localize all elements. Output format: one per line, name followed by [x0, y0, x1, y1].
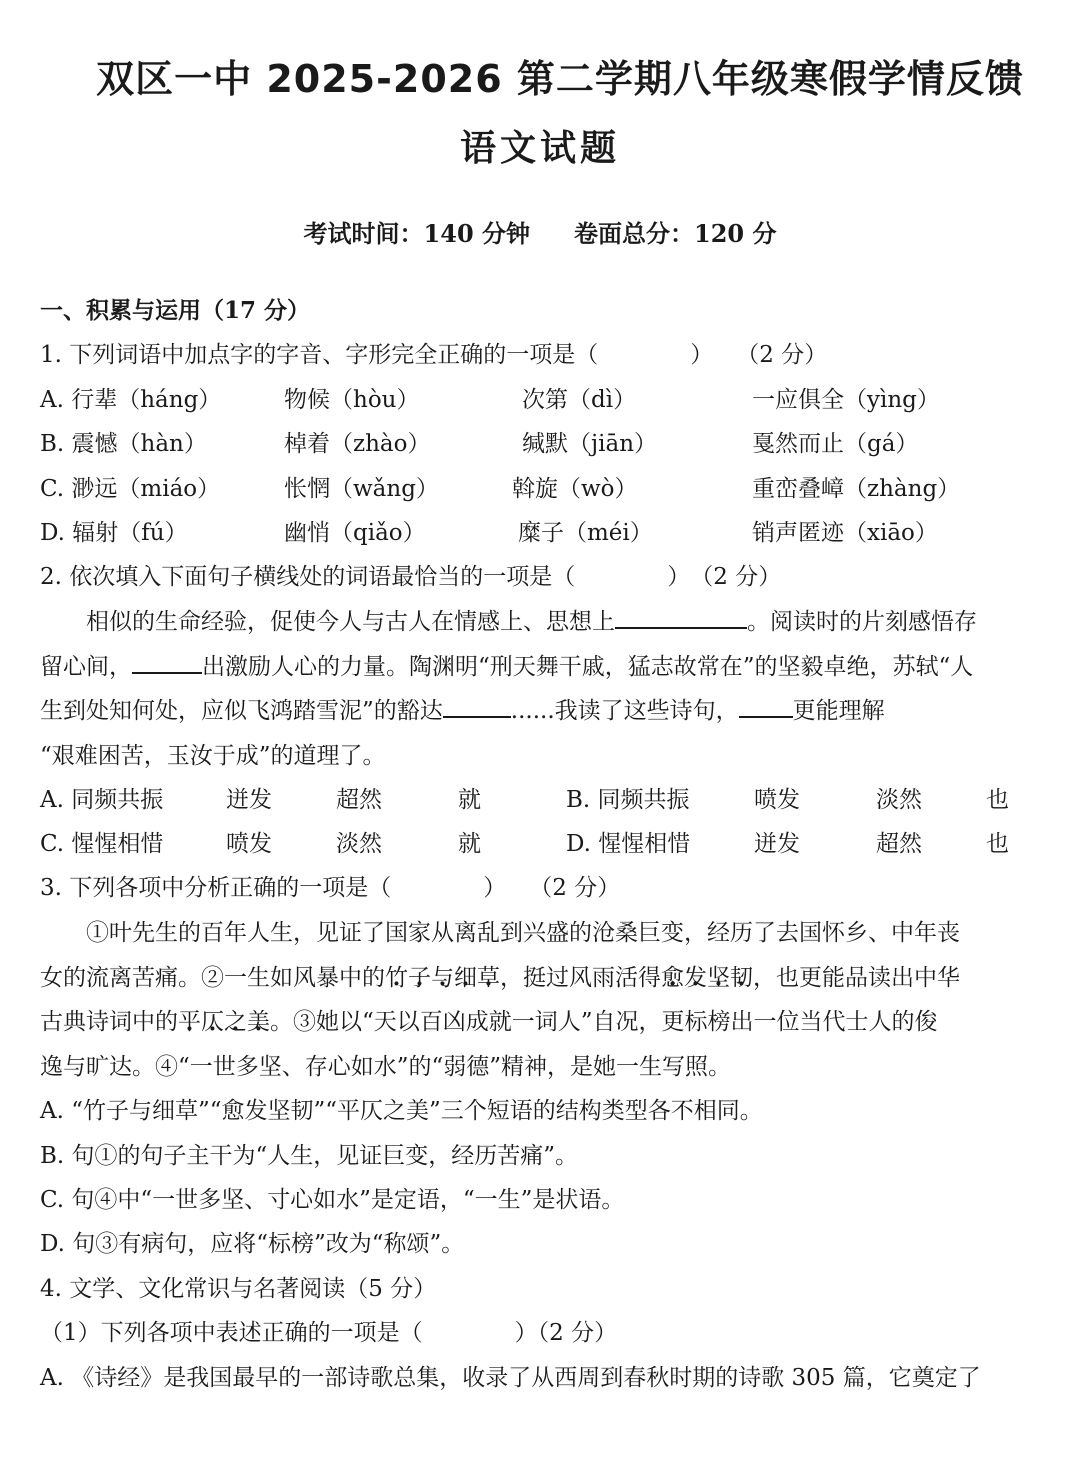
q3-text: 。③她以“天以百凶成就一词人”自况，更标榜出一位当代士人的俊	[270, 1009, 938, 1035]
q2-option: 也	[986, 831, 1009, 857]
q1-option: 戛然而止（gá）	[752, 431, 919, 457]
q2-text: 出激励人心的力量。陶渊明“刑天舞干戚，猛志故常在”的坚毅卓绝，苏轼“人	[202, 653, 974, 680]
emphasis-char: 子	[408, 964, 431, 991]
q1-option: 重峦叠嶂（zhàng）	[752, 476, 961, 502]
answer-blank	[739, 694, 793, 718]
q3-text: 逸与旷达。④“一世多坚、存心如水”的“弱德”精神，是她一生写照。	[40, 1053, 732, 1080]
q3-option-a: A. “竹子与细草”“愈发坚韧”“平仄之美”三个短语的结构类型各不相同。	[40, 1098, 763, 1124]
q1-option: B. 震憾（hàn）	[40, 431, 207, 457]
q3-option-d: D. 句③有病句，应将“标榜”改为“称颂”。	[40, 1231, 465, 1257]
q2-stem: 2. 依次填入下面句子横线处的词语最恰当的一项是（ ） （2 分）	[40, 564, 782, 590]
q2-option: D. 惺惺相惜	[566, 831, 691, 857]
q1-option: D. 辐射（fú）	[40, 520, 188, 546]
q1-option: 怅惘（wǎng）	[284, 476, 439, 502]
q3-text: ，挺过风雨活得	[500, 964, 661, 991]
q2-text: 生到处知何处，应似飞鸿踏雪泥”的豁达	[40, 698, 443, 724]
dotted-phrase	[661, 965, 753, 991]
emphasis-char: 仄	[201, 1009, 224, 1035]
q2-option: 也	[986, 787, 1009, 813]
q1-option: 棹着（zhào）	[284, 431, 431, 457]
q2-option: 迸发	[226, 787, 272, 813]
emphasis-char: 竹	[385, 964, 408, 991]
emphasis-char: 之	[224, 1009, 247, 1035]
exam-title: 双区一中 2025-2026 第二学期八年级寒假学情反馈	[96, 57, 1024, 101]
q1-option: 幽悄（qiǎo）	[284, 520, 426, 546]
emphasis-char: 草	[477, 964, 500, 991]
q1-option: 次第（dì）	[522, 387, 637, 413]
q1-stem: 1. 下列词语中加点字的字音、字形完全正确的一项是（ ） （2 分）	[40, 342, 828, 368]
emphasis-char: 韧	[730, 964, 753, 991]
q1-option: A. 行辈（háng）	[40, 387, 222, 413]
exam-time: 考试时间：140 分钟	[303, 219, 530, 248]
emphasis-char: 坚	[707, 964, 730, 991]
q1-option: 斡旋（wò）	[512, 476, 638, 502]
exam-subtitle: 语文试题	[459, 128, 620, 169]
emphasis-char: 发	[684, 964, 707, 991]
q1-option: 糜子（méi）	[518, 520, 653, 546]
emphasis-char: 愈	[661, 964, 684, 991]
q2-option: A. 同频共振	[40, 787, 164, 813]
q2-text: ......我读了这些诗句，	[510, 698, 739, 724]
q2-option: 喷发	[754, 787, 800, 813]
q1-option: 物候（hòu）	[284, 387, 420, 413]
q2-text: 相似的生命经验，促使今人与古人在情感上、思想上	[86, 609, 615, 635]
q2-text: 更能理解	[792, 698, 885, 724]
q2-text: “艰难困苦，玉汝于成”的道理了。	[40, 742, 386, 769]
q2-option: 喷发	[226, 831, 272, 857]
q1-option: 缄默（jiān）	[522, 431, 658, 457]
q2-option: 超然	[336, 787, 382, 813]
q2-option: 淡然	[876, 787, 922, 813]
q3-option-c: C. 句④中“一世多坚、寸心如水”是定语，“一生”是状语。	[40, 1187, 625, 1213]
q3-text: ①叶先生的百年人生，见证了国家从离乱到兴盛的沧桑巨变，经历了去国怀乡、中年丧	[86, 920, 960, 946]
q2-option: C. 惺惺相惜	[40, 831, 164, 857]
q1-option: 一应俱全（yìng）	[752, 387, 940, 413]
q2-option: 就	[458, 787, 481, 813]
q4-sub1-stem: （1）下列各项中表述正确的一项是（ ）（2 分）	[40, 1320, 618, 1346]
q1-option: 销声匿迹（xiāo）	[752, 520, 938, 546]
q4-stem: 4. 文学、文化常识与名著阅读（5 分）	[40, 1276, 437, 1302]
q4-option-a: A. 《诗经》是我国最早的一部诗歌总集，收录了从西周到春秋时期的诗歌 305 篇，它奠定了	[40, 1365, 981, 1391]
answer-blank	[615, 605, 747, 629]
q1-option: C. 渺远（miáo）	[40, 476, 221, 502]
q2-option: 超然	[876, 831, 922, 857]
q3-text: 古典诗词中的	[40, 1009, 178, 1035]
q2-option: 迸发	[754, 831, 800, 857]
q2-text: 。阅读时的片刻感悟存	[747, 609, 977, 635]
q2-passage	[40, 600, 1040, 778]
q2-option: 淡然	[336, 831, 382, 857]
emphasis-char: 细	[454, 964, 477, 991]
emphasis-char: 美	[247, 1009, 270, 1035]
exam-meta	[0, 214, 1080, 249]
q2-option: 就	[458, 831, 481, 857]
q2-option: B. 同频共振	[566, 787, 690, 813]
emphasis-char: 与	[431, 964, 454, 991]
section-heading: 一、积累与运用（17 分）	[40, 297, 311, 324]
answer-blank	[443, 694, 511, 718]
answer-blank	[132, 650, 202, 674]
emphasis-char: 平	[178, 1009, 201, 1035]
dotted-phrase	[385, 965, 500, 991]
q2-text: 留心间，	[40, 653, 132, 680]
q3-stem: 3. 下列各项中分析正确的一项是（ ） （2 分）	[40, 875, 621, 901]
dotted-phrase	[178, 1009, 270, 1035]
q3-option-b: B. 句①的句子主干为“人生，见证巨变，经历苦痛”。	[40, 1143, 579, 1169]
q3-text: ，也更能品读出中华	[753, 964, 960, 991]
q3-passage	[40, 911, 1040, 1089]
exam-total-score: 卷面总分：120 分	[574, 219, 777, 248]
q3-text: 女的流离苦痛。②一生如风暴中的	[40, 964, 385, 991]
